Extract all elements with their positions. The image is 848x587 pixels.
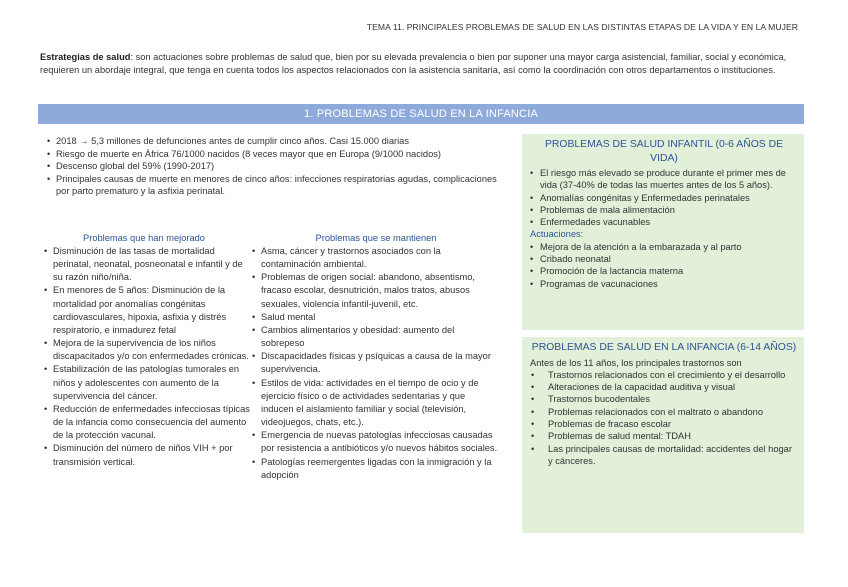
summary-item: • Descenso global del 59% (1990-2017) — [56, 160, 506, 173]
summary-item: • 2018 → 5,3 millones de defunciones antes de cumplir cinco años. Casi 15.000 diarias — [56, 135, 506, 148]
childhood-health-item: • Alteraciones de la capacidad auditiva y visual — [548, 381, 798, 393]
maintained-item: • Patologías reemergentes ligadas con la inmigración y la adopción — [261, 456, 500, 482]
intro-term: Estrategias de salud — [40, 52, 131, 62]
infant-health-list — [530, 167, 798, 228]
maintained-item: • Problemas de origen social: abandono, absentismo, fracaso escolar, desnutrición, malos tratos, abusos sexuales, violencia infantil-juvenil, etc. — [261, 271, 500, 310]
summary-item: • Riesgo de muerte en África 76/1000 nacidos (8 veces mayor que en Europa (9/1000 nacidos) — [56, 148, 506, 161]
infant-health-box — [522, 134, 804, 330]
childhood-health-item: • Las principales causas de mortalidad: accidentes del hogar y cánceres. — [548, 443, 798, 468]
intro-paragraph — [40, 51, 810, 77]
childhood-health-item: • Problemas de fracaso escolar — [548, 418, 798, 430]
infant-health-item: • Enfermedades vacunables — [540, 216, 798, 228]
childhood-health-item: • Problemas de salud mental: TDAH — [548, 430, 798, 442]
section-title-bar: 1. PROBLEMAS DE SALUD EN LA INFANCIA — [38, 104, 804, 124]
childhood-health-lead: Antes de los 11 años, los principales trastornos son — [530, 357, 742, 368]
document-header: TEMA 11. PRINCIPALES PROBLEMAS DE SALUD EN LAS DISTINTAS ETAPAS DE LA VIDA Y EN LA MUJER — [366, 22, 798, 32]
summary-list — [56, 135, 506, 198]
childhood-health-box — [522, 337, 804, 533]
improved-item: • Reducción de enfermedades infecciosas típicas de la infancia como consecuencia del aumento de la protección vacunal. — [53, 403, 250, 442]
action-item: • Mejora de la atención a la embarazada y al parto — [540, 241, 798, 253]
childhood-health-list — [530, 369, 798, 467]
maintained-item: • Estilos de vida: actividades en el tiempo de ocio y de ejercicio físico o de actividades sedentarias y que inducen el aislamiento familiar y social (televisión, videojuegos, chats, etc.). — [261, 377, 500, 430]
action-item: • Promoción de la lactancia materna — [540, 265, 798, 277]
maintained-item: • Cambios alimentarios y obesidad: aumento del sobrepeso — [261, 324, 500, 350]
improved-item: • En menores de 5 años: Disminución de la mortalidad por anomalías congénitas cardiovasculares, hipoxia, asfixia y distrés respiratorio, e inmadurez fetal — [53, 284, 250, 337]
childhood-health-item: • Trastornos bucodentales — [548, 393, 798, 405]
improved-item: • Mejora de la supervivencia de los niños discapacitados y/o con enfermedades crónicas. — [53, 337, 250, 363]
improved-title: Problemas que han mejorado — [83, 233, 205, 243]
maintained-item: • Salud mental — [261, 311, 500, 324]
actions-list — [530, 241, 798, 290]
improved-item: • Disminución del número de niños VIH + por transmisión vertical. — [53, 442, 250, 468]
maintained-list — [252, 245, 500, 482]
maintained-problems-column — [252, 233, 500, 482]
infant-health-item: • El riesgo más elevado se produce durante el primer mes de vida (37-40% de todas las muertes antes de los 5 años). — [540, 167, 798, 192]
actions-label: Actuaciones: — [530, 229, 584, 240]
infant-health-item: • Anomalías congénitas y Enfermedades perinatales — [540, 192, 798, 204]
improved-list — [44, 245, 250, 469]
action-item: • Cribado neonatal — [540, 253, 798, 265]
maintained-item: • Discapacidades físicas y psíquicas a causa de la mayor supervivencia. — [261, 350, 500, 376]
improved-problems-column — [44, 233, 250, 469]
childhood-health-item: • Problemas relacionados con el maltrato o abandono — [548, 406, 798, 418]
childhood-health-title: PROBLEMAS DE SALUD EN LA INFANCIA (6-14 AÑOS) — [531, 342, 797, 353]
maintained-title: Problemas que se mantienen — [315, 233, 437, 243]
infant-health-item: • Problemas de mala alimentación — [540, 204, 798, 216]
improved-item: • Disminución de las tasas de mortalidad perinatal, neonatal, posneonatal e infantil y de su razón niño/niña. — [53, 245, 250, 284]
action-item: • Programas de vacunaciones — [540, 278, 798, 290]
summary-item: • Principales causas de muerte en menores de cinco años: infecciones respiratorias agudas, complicaciones por parto prematuro y la asfixia perinatal. — [56, 173, 506, 198]
childhood-health-item: • Trastornos relacionados con el crecimiento y el desarrollo — [548, 369, 798, 381]
improved-item: • Estabilización de las patologías tumorales en niños y adolescentes con aumento de la supervivencia del cáncer. — [53, 363, 250, 402]
maintained-item: • Asma, cáncer y trastornos asociados con la contaminación ambiental. — [261, 245, 500, 271]
maintained-item: • Emergencia de nuevas patologías infecciosas causadas por resistencia a antibióticos y/o nuevos hábitos sociales. — [261, 429, 500, 455]
intro-text: : son actuaciones sobre problemas de salud que, bien por su elevada prevalencia o bien por suponer una mayor carga asistencial, familiar, social y económica, requieren un abordaje integral, que tenga en cuenta todos los aspectos relacionados con la asistencia sanitaria, así como la coordinación con otros departamentos o instituciones. — [40, 52, 787, 76]
infant-health-title: PROBLEMAS DE SALUD INFANTIL (0-6 AÑOS DE VIDA) — [544, 139, 784, 164]
